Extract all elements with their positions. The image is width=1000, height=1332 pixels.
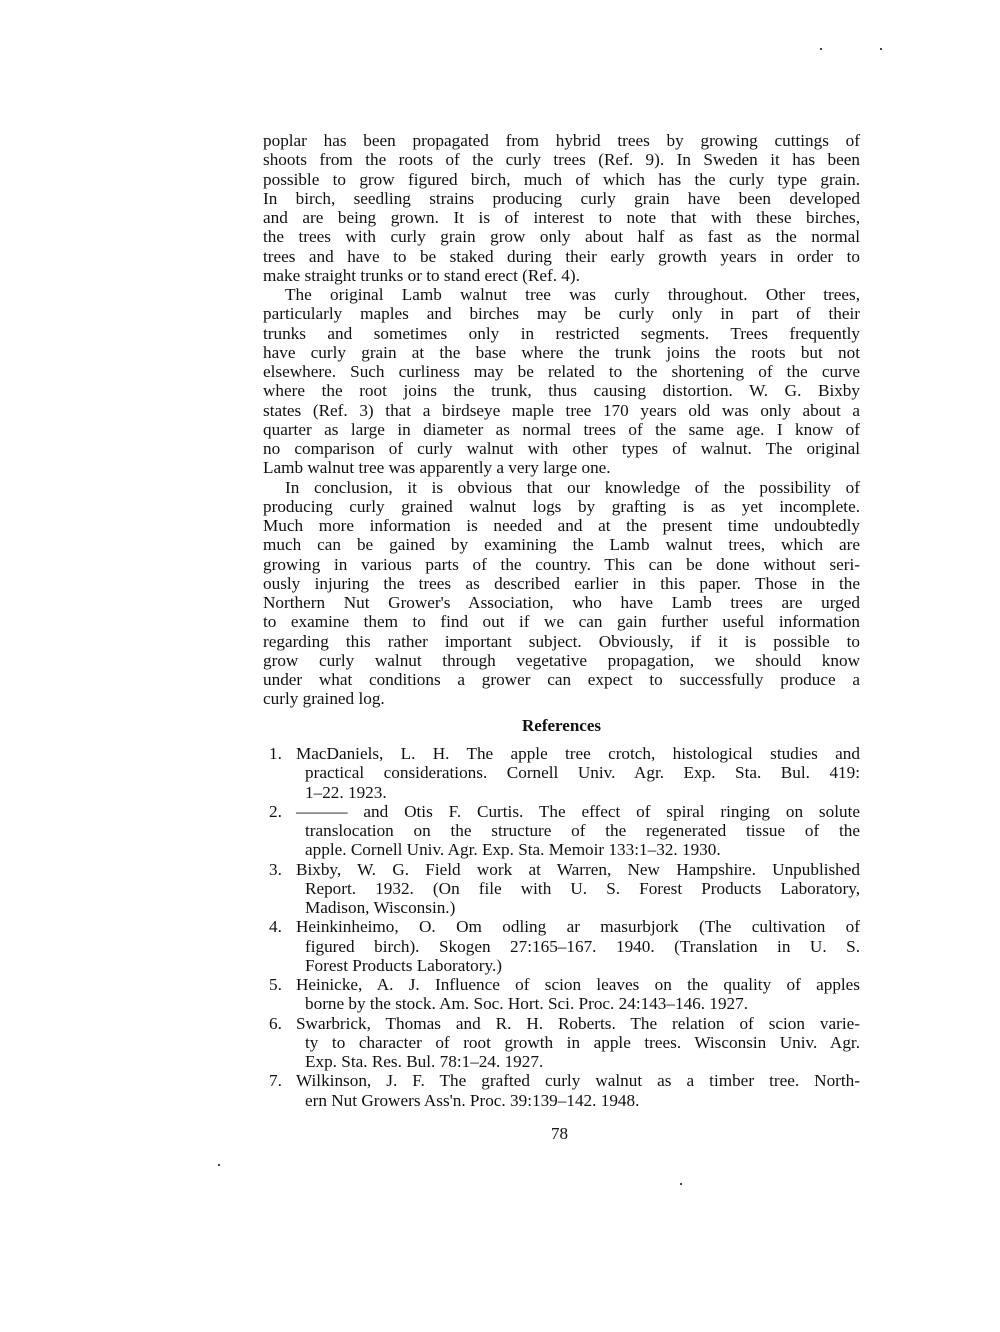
paragraph — [263, 478, 860, 709]
reference-item — [263, 1014, 860, 1072]
reference-line: MacDaniels, L. H. The apple tree crotch, histological studies and — [296, 744, 860, 763]
reference-line: practical considerations. Cornell Univ. Agr. Exp. Sta. Bul. 419: — [305, 763, 860, 783]
text-line: shoots from the roots of the curly trees (Ref. 9). In Sweden it has been — [263, 150, 860, 170]
paragraph — [263, 131, 860, 285]
reference-line: Report. 1932. (On file with U. S. Forest Products Laboratory, — [305, 878, 860, 898]
reference-number: 7. — [269, 1071, 282, 1091]
text-line: Lamb walnut tree was apparently a very large one. — [263, 458, 611, 478]
reference-item — [263, 975, 860, 1014]
text-line: where the root joins the trunk, thus causing distortion. W. G. Bixby — [263, 381, 860, 401]
text-line: make straight trunks or to stand erect (Ref. 4). — [263, 265, 580, 285]
body-text — [263, 131, 860, 709]
reference-line: translocation on the structure of the regenerated tissue of the — [305, 821, 860, 840]
text-line: have curly grain at the base where the trunk joins the roots but not — [263, 342, 860, 362]
scan-speck — [880, 48, 882, 50]
reference-number: 1. — [269, 744, 282, 763]
text-line: trees and have to be staked during their early growth years in order to — [263, 246, 860, 266]
text-line: the trees with curly grain grow only about half as fast as the normal — [263, 227, 860, 247]
text-line: much can be gained by examining the Lamb walnut trees, which are — [263, 535, 860, 555]
references-list — [263, 744, 860, 1110]
text-line: elsewhere. Such curliness may be related to the shortening of the curve — [263, 362, 860, 381]
reference-line: Madison, Wisconsin.) — [305, 898, 456, 917]
reference-number: 2. — [269, 801, 282, 821]
reference-line: Heinkinheimo, O. Om odling ar masurbjork (The cultivation of — [296, 917, 860, 937]
reference-item — [263, 744, 860, 802]
text-line: possible to grow figured birch, much of which has the curly type grain. — [263, 169, 860, 189]
text-line: to examine them to find out if we can gain further useful information — [263, 612, 860, 632]
text-line: curly grained log. — [263, 689, 385, 709]
text-line: trunks and sometimes only in restricted segments. Trees frequently — [263, 323, 860, 343]
text-line: In birch, seedling strains producing curly grain have been developed — [263, 188, 860, 208]
reference-line: figured birch). Skogen 27:165–167. 1940. (Translation in U. S. — [305, 936, 860, 956]
reference-line: Swarbrick, Thomas and R. H. Roberts. The relation of scion varie- — [296, 1013, 860, 1033]
scan-speck — [680, 1183, 682, 1185]
text-line: poplar has been propagated from hybrid trees by growing cuttings of — [263, 131, 860, 150]
text-line: quarter as large in diameter as normal trees of the same age. I know of — [263, 419, 860, 439]
reference-line: ——— and Otis F. Curtis. The effect of spiral ringing on solute — [296, 801, 860, 821]
scan-speck — [820, 48, 822, 50]
reference-line: Forest Products Laboratory.) — [305, 955, 502, 975]
reference-number: 4. — [269, 917, 282, 937]
reference-line: Wilkinson, J. F. The grafted curly walnut as a timber tree. North- — [296, 1071, 860, 1091]
text-line: particularly maples and birches may be curly only in part of their — [263, 304, 860, 324]
text-line: states (Ref. 3) that a birdseye maple tree 170 years old was only about a — [263, 400, 860, 420]
reference-item — [263, 1071, 860, 1110]
reference-number: 3. — [269, 859, 282, 879]
text-line: producing curly grained walnut logs by grafting is as yet incomplete. — [263, 496, 860, 516]
reference-item — [263, 802, 860, 860]
text-line: under what conditions a grower can expect to successfully produce a — [263, 670, 860, 689]
reference-line: 1–22. 1923. — [305, 782, 387, 802]
page-number: 78 — [551, 1124, 568, 1143]
reference-line: Exp. Sta. Res. Bul. 78:1–24. 1927. — [305, 1052, 544, 1071]
reference-item — [263, 860, 860, 918]
reference-line: Heinicke, A. J. Influence of scion leaves on the quality of apples — [296, 975, 860, 994]
reference-number: 5. — [269, 975, 282, 994]
reference-item — [263, 917, 860, 975]
reference-line: ern Nut Growers Ass'n. Proc. 39:139–142. 1948. — [305, 1090, 640, 1110]
text-line: growing in various parts of the country. This can be done without seri- — [263, 554, 860, 574]
reference-number: 6. — [269, 1013, 282, 1033]
reference-line: Bixby, W. G. Field work at Warren, New Hampshire. Unpublished — [296, 859, 860, 879]
text-line: Much more information is needed and at the present time undoubtedly — [263, 516, 860, 535]
references-heading: References — [522, 716, 601, 735]
text-line: The original Lamb walnut tree was curly throughout. Other trees, — [285, 285, 860, 304]
text-line: no comparison of curly walnut with other types of walnut. The original — [263, 439, 860, 458]
text-line: Northern Nut Grower's Association, who have Lamb trees are urged — [263, 593, 860, 612]
reference-line: ty to character of root growth in apple trees. Wisconsin Univ. Agr. — [305, 1032, 860, 1052]
text-line: ously injuring the trees as described earlier in this paper. Those in the — [263, 573, 860, 593]
text-line: grow curly walnut through vegetative propagation, we should know — [263, 650, 860, 670]
text-line: In conclusion, it is obvious that our knowledge of the possibility of — [285, 477, 860, 497]
text-line: and are being grown. It is of interest to note that with these birches, — [263, 208, 860, 227]
reference-line: apple. Cornell Univ. Agr. Exp. Sta. Memoir 133:1–32. 1930. — [305, 840, 721, 860]
reference-line: borne by the stock. Am. Soc. Hort. Sci. Proc. 24:143–146. 1927. — [305, 994, 749, 1014]
scan-speck — [218, 1164, 220, 1166]
text-line: regarding this rather important subject. Obviously, if it is possible to — [263, 631, 860, 651]
paragraph — [263, 285, 860, 478]
